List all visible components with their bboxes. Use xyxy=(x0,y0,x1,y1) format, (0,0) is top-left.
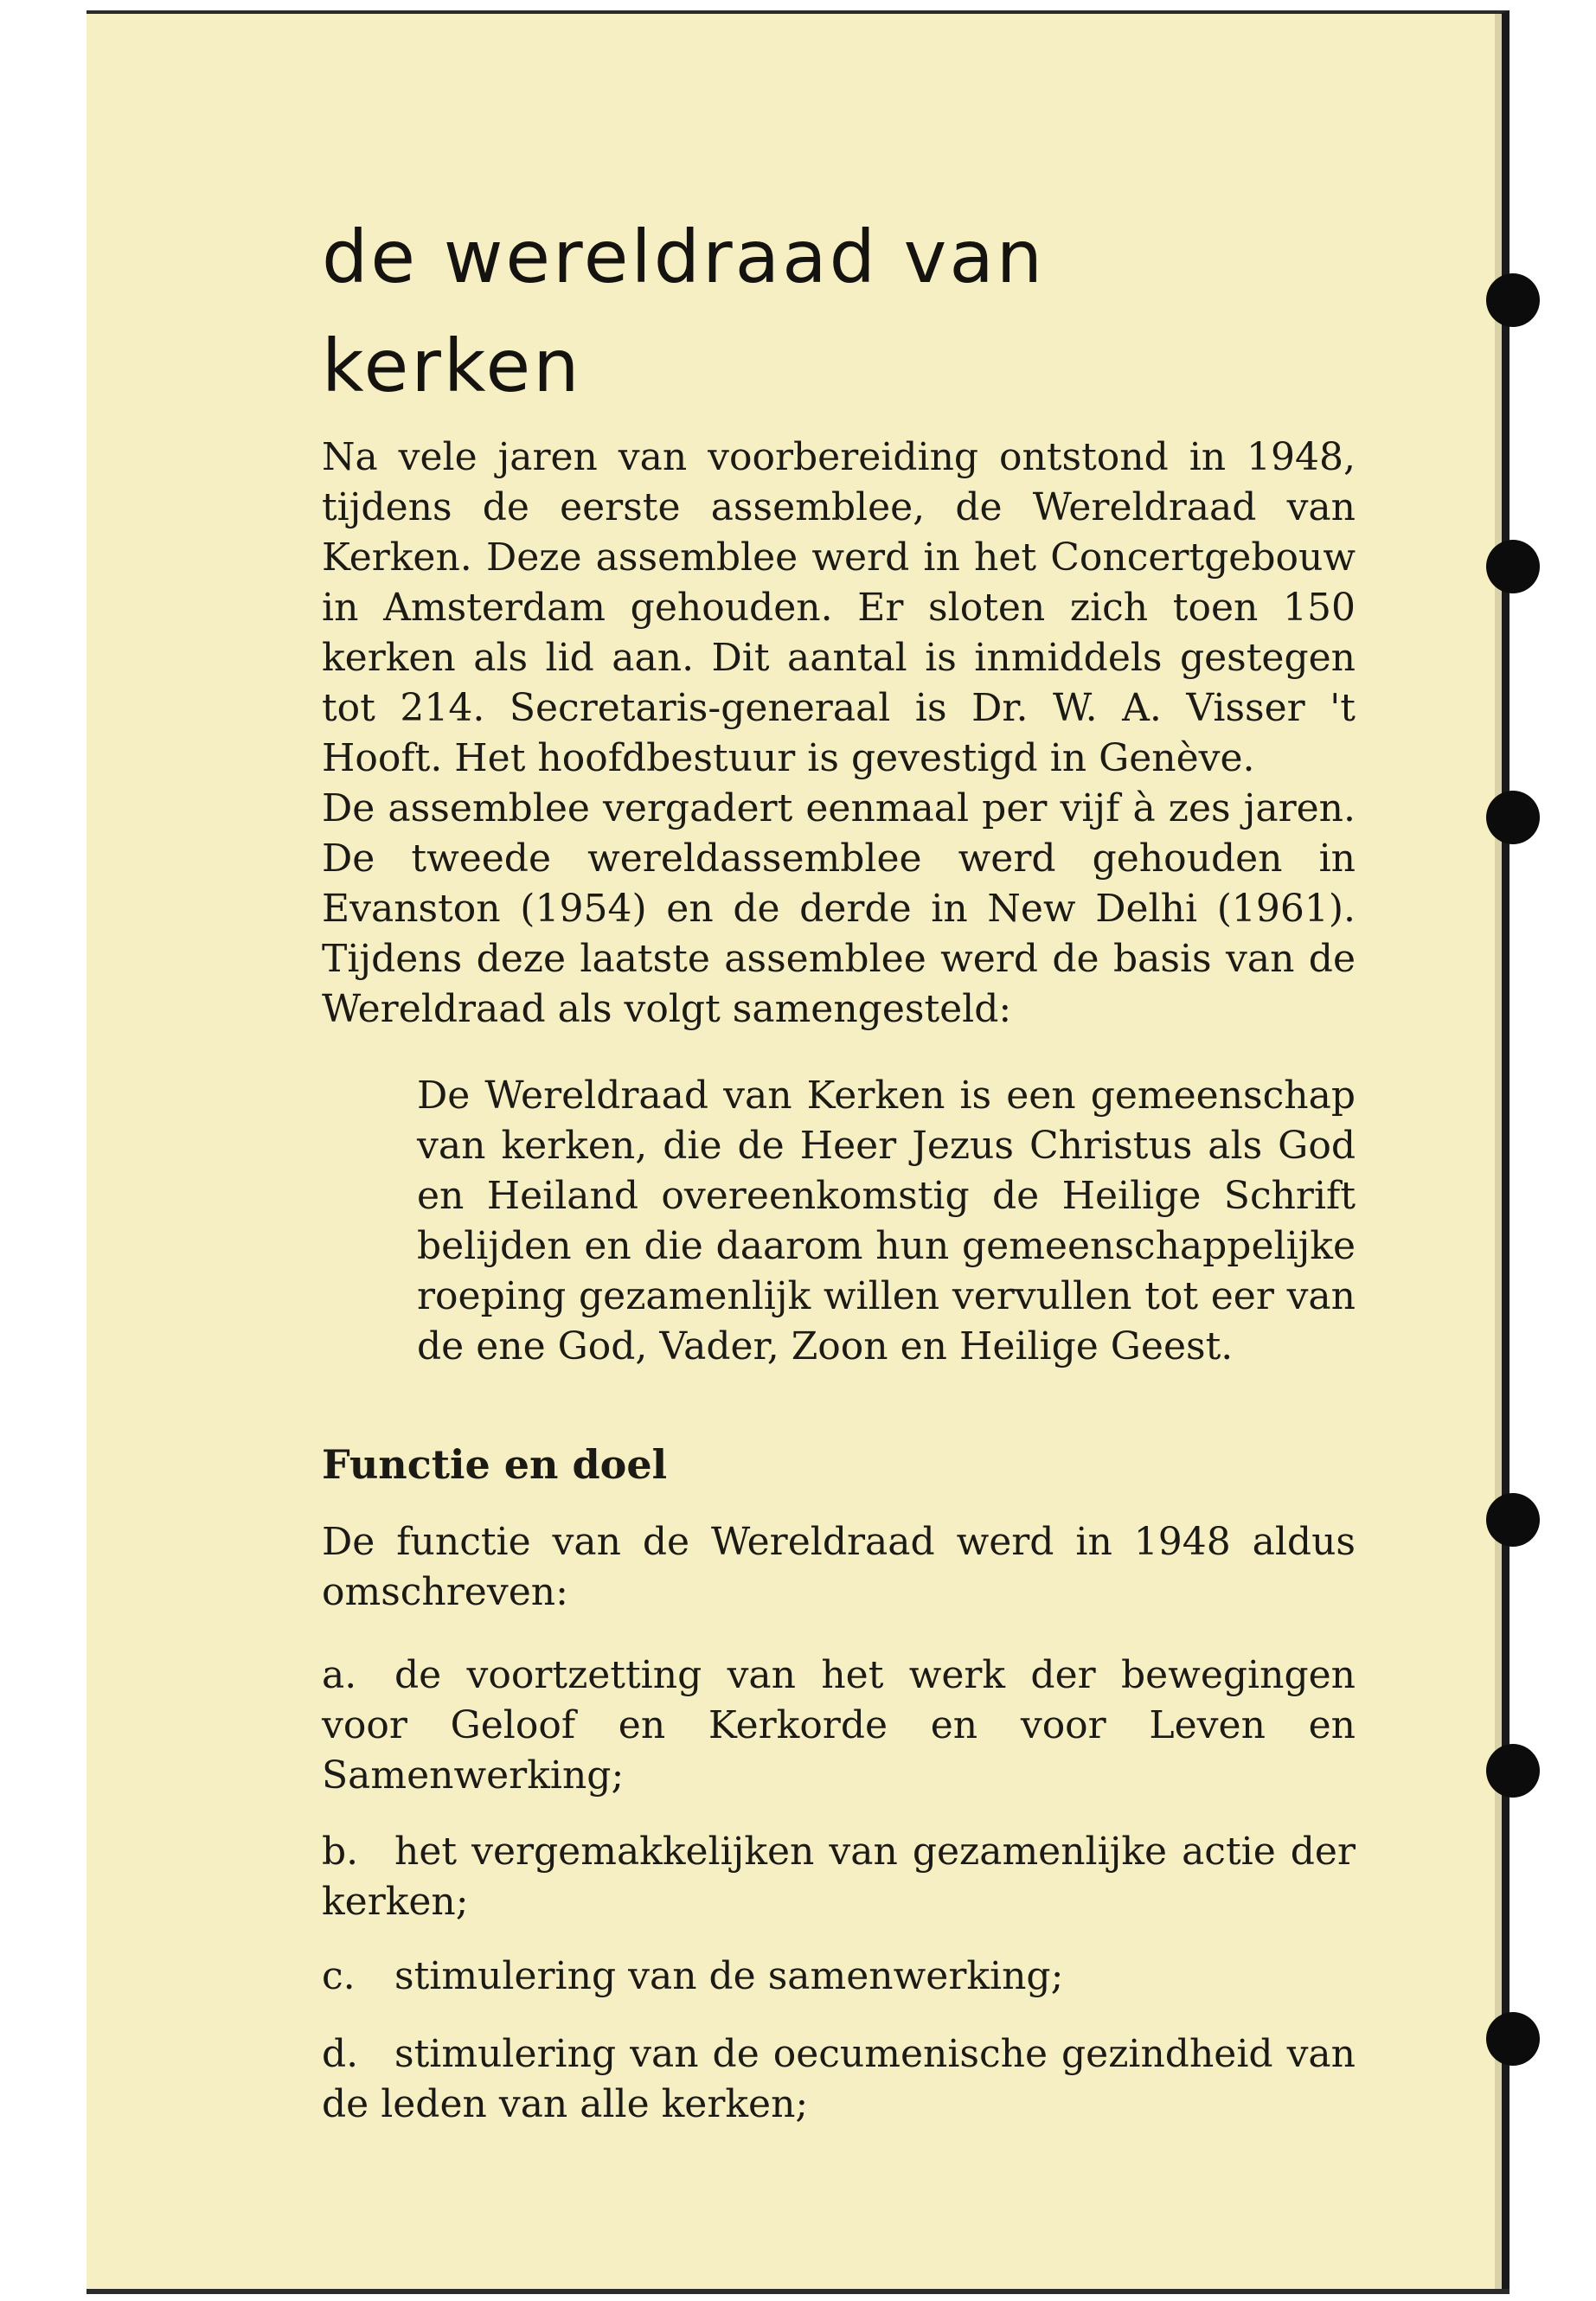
binder-hole-2 xyxy=(1486,540,1540,593)
list-item-text: de voortzetting van het werk der bewegingen voor Geloof en Kerkorde en voor Leven en Samenwerking; xyxy=(322,1653,1356,1798)
intro-paragraph-1: Na vele jaren van voorbereiding ontstond in 1948, tijdens de eerste assemblee, de Wereldraad van Kerken. Deze assemblee werd in het Concertgebouw in Amsterdam gehouden. Er sloten zich toen 150 kerken als lid aan. Dit aantal is inmiddels gestegen tot 214. Secretaris-generaal is Dr. W. A. Visser 't Hooft. Het hoofdbestuur is gevestigd in Genève. xyxy=(322,435,1356,780)
binder-hole-4 xyxy=(1486,1493,1540,1547)
page-edge-shade xyxy=(1495,14,1502,2294)
intro-paragraph-2: De assemblee vergadert eenmaal per vijf à zes jaren. De tweede wereldassemblee werd gehouden in Evanston (1954) en de derde in New Delhi (1961). Tijdens deze laatste assemblee werd de basis van de Wereldraad als volgt samengesteld: xyxy=(322,786,1356,1031)
list-marker: b. xyxy=(322,1830,359,1874)
page-bottom-edge xyxy=(87,2289,1509,2294)
list-item-b xyxy=(322,1827,1356,1927)
list-item-a xyxy=(322,1650,1356,1801)
page-title xyxy=(322,202,1356,420)
list-item-text: stimulering van de samenwerking; xyxy=(394,1954,1064,1998)
section-intro: De functie van de Wereldraad werd in 1948 aldus omschreven: xyxy=(322,1520,1356,1614)
list-marker: c. xyxy=(322,1954,356,1998)
title-line-2: kerken xyxy=(322,324,582,408)
list-item-c xyxy=(322,1952,1356,2002)
list-marker: a. xyxy=(322,1653,357,1697)
binder-hole-6 xyxy=(1486,2012,1540,2066)
binder-hole-1 xyxy=(1486,273,1540,327)
list-marker: d. xyxy=(322,2032,359,2076)
list-item-d xyxy=(322,2029,1356,2130)
list-item-text: stimulering van de oecumenische gezindheid van de leden van alle kerken; xyxy=(322,2032,1356,2126)
binder-hole-3 xyxy=(1486,791,1540,844)
book-page xyxy=(87,10,1509,2294)
binder-hole-5 xyxy=(1486,1744,1540,1798)
section-heading: Functie en doel xyxy=(322,1441,668,1488)
basis-quote: De Wereldraad van Kerken is een gemeenschap van kerken, die de Heer Jezus Christus als God en Heiland overeenkomstig de Heilige Schrift belijden en die daarom hun gemeenschappelijke roeping gezamenlijk willen vervullen tot eer van de ene God, Vader, Zoon en Heilige Geest. xyxy=(417,1074,1356,1368)
list-item-text: het vergemakkelijken van gezamenlijke actie der kerken; xyxy=(322,1830,1356,1924)
title-line-1: de wereldraad van xyxy=(322,215,1046,299)
